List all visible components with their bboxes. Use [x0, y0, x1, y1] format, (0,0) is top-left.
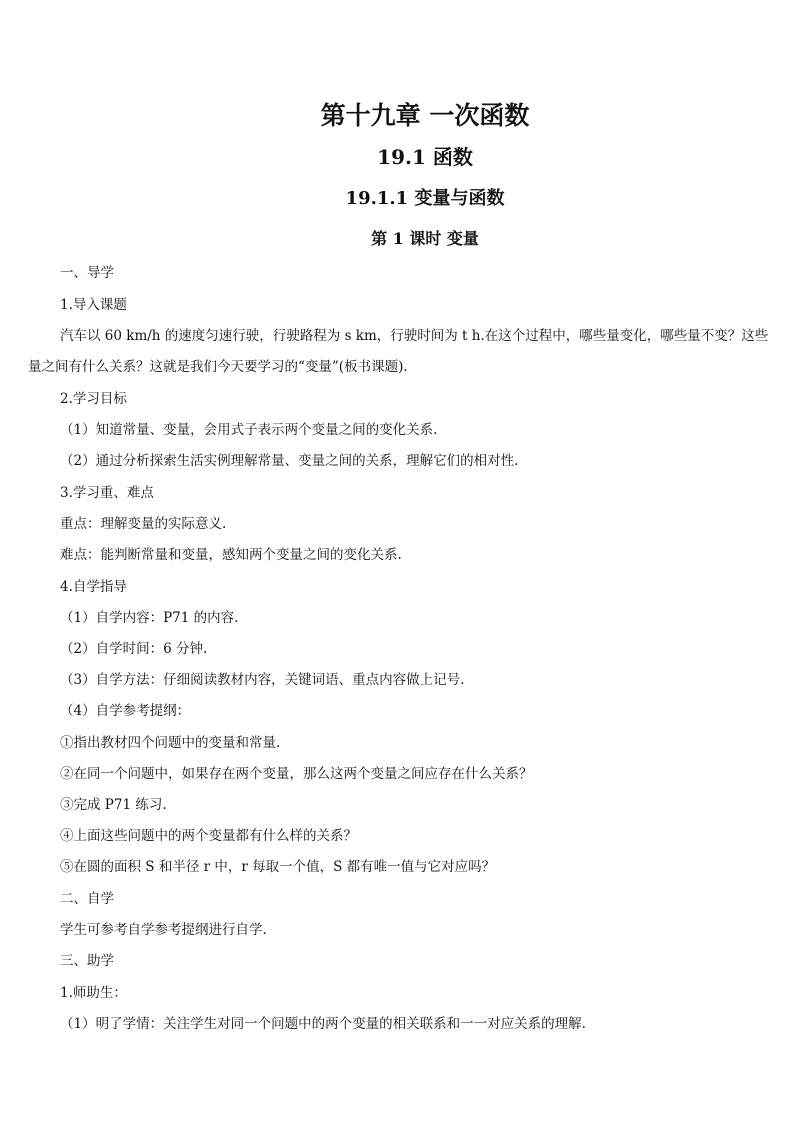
outline-item-1: ①指出教材四个问题中的变量和常量.: [60, 735, 281, 751]
lesson-title: 第 1 课时 变量: [371, 229, 479, 248]
outline-item-4: ④上面这些问题中的两个变量都有什么样的关系？: [60, 828, 357, 844]
guide-outline: （4）自学参考提纲：: [60, 703, 191, 719]
item-heading-goals: 2.学习目标: [60, 391, 127, 407]
item-heading-intro: 1.导入课题: [60, 297, 127, 313]
subsection-title: 19.1.1 变量与函数: [345, 188, 505, 209]
intro-paragraph-line1: 汽车以 60 km/h 的速度匀速行驶，行驶路程为 s km，行驶时间为 t h.在这个过程中，哪些量变化，哪些量不变？这些: [60, 328, 769, 344]
section-heading-guide: 一、导学: [60, 265, 114, 281]
outline-item-2: ②在同一个问题中，如果存在两个变量，那么这两个变量之间应存在什么关系？: [60, 766, 533, 782]
section-heading-self-study: 二、自学: [60, 891, 114, 907]
guide-content: （1）自学内容：P71 的内容.: [60, 610, 239, 626]
goal-1: （1）知道常量、变量，会用式子表示两个变量之间的变化关系.: [60, 422, 438, 438]
goal-2: （2）通过分析探索生活实例理解常量、变量之间的关系，理解它们的相对性.: [60, 453, 519, 469]
outline-item-3: ③完成 P71 练习.: [60, 797, 167, 813]
item-heading-self-study-guide: 4.自学指导: [60, 579, 127, 595]
key-point: 重点：理解变量的实际意义.: [60, 516, 227, 532]
assist-item-1-sub-1: （1）明了学情：关注学生对同一个问题中的两个变量的相关联系和一一对应关系的理解.: [60, 1016, 586, 1032]
item-heading-key-points: 3.学习重、难点: [60, 485, 154, 501]
self-study-text: 学生可参考自学参考提纲进行自学.: [60, 922, 267, 938]
outline-item-5: ⑤在圆的面积 S 和半径 r 中，r 每取一个值，S 都有唯一值与它对应吗？: [60, 859, 496, 875]
section-heading-assist: 三、助学: [60, 953, 114, 969]
section-title: 19.1 函数: [377, 145, 473, 169]
intro-paragraph-line2: 量之间有什么关系？这就是我们今天要学习的“变量”(板书课题).: [28, 359, 408, 375]
assist-item-1: 1.师助生：: [60, 985, 127, 1001]
chapter-title: 第十九章 一次函数: [320, 101, 530, 130]
difficult-point: 难点：能判断常量和变量，感知两个变量之间的变化关系.: [60, 547, 402, 563]
guide-time: （2）自学时间：6 分钟.: [60, 641, 208, 657]
guide-method: （3）自学方法：仔细阅读教材内容，关键词语、重点内容做上记号.: [60, 672, 465, 688]
